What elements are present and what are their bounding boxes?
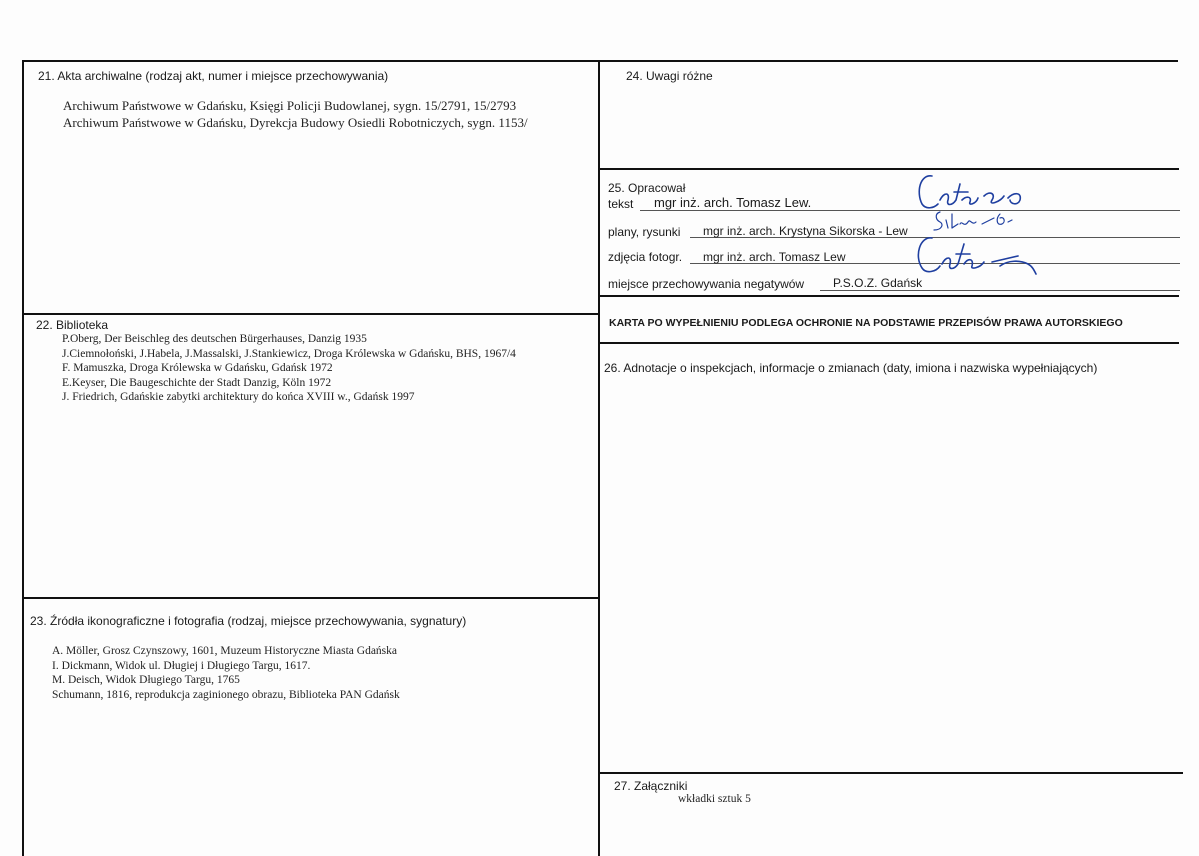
section-25-title: 25. Opracował [608, 181, 686, 195]
miejsce-underline [820, 290, 1180, 291]
divider-24-25 [598, 168, 1179, 170]
section-24-title: 24. Uwagi różne [626, 69, 713, 83]
zdjecia-label: zdjęcia fotogr. [608, 250, 683, 264]
left-border-line [22, 60, 24, 856]
archive-entry: Archiwum Państwowe w Gdańsku, Księgi Policji Budowlanej, sygn. 15/2791, 15/2793 [63, 98, 517, 113]
miejsce-value: P.S.O.Z. Gdańsk [833, 276, 923, 290]
bibliography-entry: P.Oberg, Der Beischleg des deutschen Bürgerhauses, Danzig 1935 [62, 333, 367, 345]
divider-22-23 [22, 597, 600, 599]
section-27-value: wkładki sztuk 5 [678, 793, 751, 805]
copyright-notice: KARTA PO WYPEŁNIENIU PODLEGA OCHRONIE NA PODSTAWIE PRZEPISÓW PRAWA AUTORSKIEGO [609, 317, 1123, 329]
iconography-entry: Schumann, 1816, reprodukcja zaginionego obrazu, Biblioteka PAN Gdańsk [52, 688, 400, 701]
bibliography-entry: E.Keyser, Die Baugeschichte der Stadt Danzig, Köln 1972 [62, 376, 332, 389]
section-23-title: 23. Źródła ikonograficzne i fotografia (rodzaj, miejsce przechowywania, sygnatury) [30, 614, 467, 628]
divider-21-22 [22, 313, 600, 315]
plany-label: plany, rysunki [608, 225, 681, 239]
section-22-content [62, 332, 516, 405]
top-border-line [22, 60, 1178, 62]
divider-notice-26 [598, 342, 1179, 344]
archive-entry: Archiwum Państwowe w Gdańsku, Dyrekcja Budowy Osiedli Robotniczych, sygn. 1153/ [63, 115, 528, 130]
section-26-title: 26. Adnotacje o inspekcjach, informacje o zmianach (daty, imiona i nazwiska wypełniających) [604, 361, 1098, 375]
plany-value: mgr inż. arch. Krystyna Sikorska - Lew [703, 224, 908, 238]
bibliography-entry: J.Ciemnołoński, J.Habela, J.Massalski, J.Stankiewicz, Droga Królewska w Gdańsku, BHS, 1967/4 [62, 347, 516, 360]
divider-26-27 [598, 772, 1183, 774]
bibliography-entry: F. Mamuszka, Droga Królewska w Gdańsku, Gdańsk 1972 [62, 362, 333, 374]
miejsce-label: miejsce przechowywania negatywów [608, 277, 805, 291]
iconography-entry: I. Dickmann, Widok ul. Długiej i Długiego Targu, 1617. [52, 659, 311, 672]
iconography-entry: M. Deisch, Widok Długiego Targu, 1765 [52, 674, 240, 686]
section-21-content [63, 97, 528, 131]
section-27-title: 27. Załączniki [614, 779, 688, 793]
iconography-entry: A. Möller, Grosz Czynszowy, 1601, Muzeum Historyczne Miasta Gdańska [52, 645, 397, 657]
signature-photo-author [908, 230, 1048, 282]
section-23-content [52, 644, 400, 702]
tekst-label: tekst [608, 197, 634, 211]
section-22-title: 22. Biblioteka [36, 318, 109, 332]
zdjecia-value: mgr inż. arch. Tomasz Lew [703, 250, 846, 264]
bibliography-entry: J. Friedrich, Gdańskie zabytki architektury do końca XVIII w., Gdańsk 1997 [62, 391, 415, 403]
section-21-title: 21. Akta archiwalne (rodzaj akt, numer i miejsce przechowywania) [38, 69, 389, 83]
center-divider-line [598, 60, 600, 856]
tekst-value: mgr inż. arch. Tomasz Lew. [654, 195, 812, 210]
divider-25-notice [598, 295, 1179, 297]
